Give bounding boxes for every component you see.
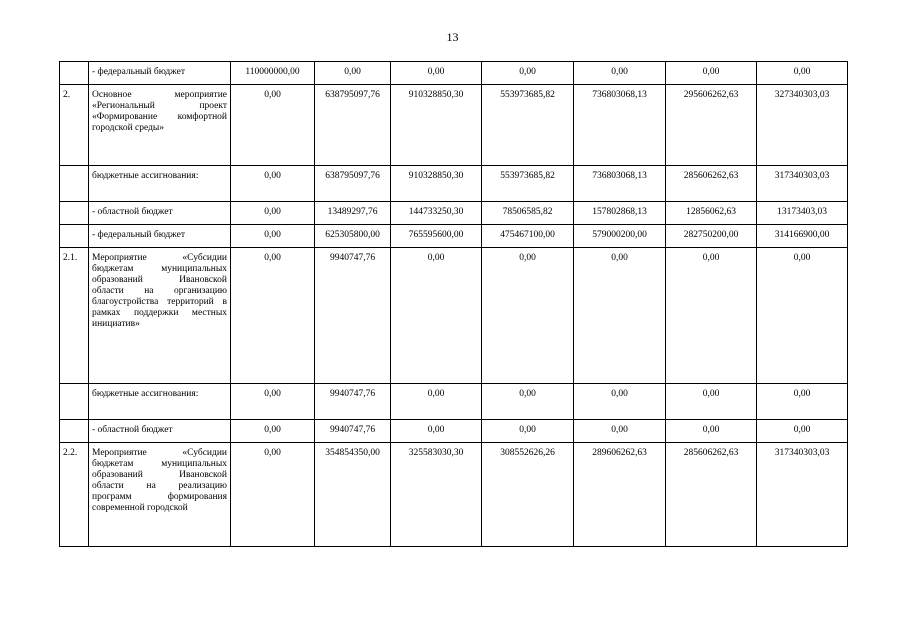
table-row: [60, 85, 848, 166]
value-cell: 0,00: [391, 420, 482, 443]
row-number: [60, 62, 89, 85]
value-cell: 325583030,30: [391, 443, 482, 547]
value-cell: 317340303,03: [757, 443, 848, 547]
value-cell: 553973685,82: [482, 166, 574, 202]
value-cell: 285606262,63: [666, 166, 757, 202]
value-cell: 285606262,63: [666, 443, 757, 547]
value-cell: 282750200,00: [666, 225, 757, 248]
value-cell: 0,00: [231, 85, 315, 166]
value-cell: 13489297,76: [315, 202, 391, 225]
value-cell: 736803068,13: [574, 166, 666, 202]
value-cell: 317340303,03: [757, 166, 848, 202]
table-row: [60, 62, 848, 85]
value-cell: 579000200,00: [574, 225, 666, 248]
row-number: 2.2.: [60, 443, 89, 547]
value-cell: 9940747,76: [315, 248, 391, 384]
value-cell: 0,00: [574, 248, 666, 384]
value-cell: 0,00: [231, 443, 315, 547]
row-number: [60, 166, 89, 202]
row-number: 2.1.: [60, 248, 89, 384]
value-cell: 475467100,00: [482, 225, 574, 248]
value-cell: 0,00: [231, 225, 315, 248]
value-cell: 0,00: [574, 420, 666, 443]
value-cell: 0,00: [391, 62, 482, 85]
value-cell: 0,00: [666, 420, 757, 443]
row-description: Основное мероприятие «Региональный проект «Формирование комфортной городской среды»: [89, 85, 231, 166]
value-cell: 295606262,63: [666, 85, 757, 166]
value-cell: 0,00: [757, 248, 848, 384]
value-cell: 9940747,76: [315, 384, 391, 420]
value-cell: 12856062,63: [666, 202, 757, 225]
value-cell: 9940747,76: [315, 420, 391, 443]
value-cell: 327340303,03: [757, 85, 848, 166]
value-cell: 0,00: [482, 384, 574, 420]
row-number: [60, 225, 89, 248]
page-number: 13: [446, 30, 459, 44]
value-cell: 144733250,30: [391, 202, 482, 225]
budget-table: [59, 61, 848, 547]
row-number: [60, 420, 89, 443]
value-cell: 0,00: [391, 384, 482, 420]
row-description: Мероприятие «Субсидии бюджетам муниципальных образований Ивановской области на реализацию программ формирования современной городской: [89, 443, 231, 547]
value-cell: 910328850,30: [391, 85, 482, 166]
value-cell: 0,00: [574, 62, 666, 85]
value-cell: 314166900,00: [757, 225, 848, 248]
value-cell: 0,00: [231, 202, 315, 225]
value-cell: 110000000,00: [231, 62, 315, 85]
value-cell: 13173403,03: [757, 202, 848, 225]
table-row: [60, 202, 848, 225]
value-cell: 0,00: [482, 248, 574, 384]
value-cell: 0,00: [666, 62, 757, 85]
value-cell: 0,00: [231, 420, 315, 443]
value-cell: 0,00: [231, 384, 315, 420]
value-cell: 0,00: [315, 62, 391, 85]
row-description: бюджетные ассигнования:: [89, 166, 231, 202]
value-cell: 0,00: [231, 248, 315, 384]
row-number: 2.: [60, 85, 89, 166]
table-row: [60, 420, 848, 443]
row-description: - областной бюджет: [89, 420, 231, 443]
row-number: [60, 202, 89, 225]
table-row: [60, 443, 848, 547]
row-description: - федеральный бюджет: [89, 62, 231, 85]
row-number: [60, 384, 89, 420]
value-cell: 910328850,30: [391, 166, 482, 202]
value-cell: 0,00: [574, 384, 666, 420]
value-cell: 78506585,82: [482, 202, 574, 225]
table-row: [60, 384, 848, 420]
value-cell: 0,00: [757, 62, 848, 85]
row-description: - областной бюджет: [89, 202, 231, 225]
table-row: [60, 248, 848, 384]
row-description: бюджетные ассигнования:: [89, 384, 231, 420]
value-cell: 0,00: [391, 248, 482, 384]
value-cell: 0,00: [666, 384, 757, 420]
value-cell: 157802868,13: [574, 202, 666, 225]
value-cell: 0,00: [482, 420, 574, 443]
value-cell: 553973685,82: [482, 85, 574, 166]
value-cell: 638795097,76: [315, 166, 391, 202]
value-cell: 354854350,00: [315, 443, 391, 547]
value-cell: 736803068,13: [574, 85, 666, 166]
value-cell: 625305800,00: [315, 225, 391, 248]
value-cell: 0,00: [482, 62, 574, 85]
value-cell: 0,00: [757, 420, 848, 443]
value-cell: 289606262,63: [574, 443, 666, 547]
table-row: [60, 166, 848, 202]
value-cell: 638795097,76: [315, 85, 391, 166]
value-cell: 0,00: [231, 166, 315, 202]
value-cell: 0,00: [666, 248, 757, 384]
value-cell: 765595600,00: [391, 225, 482, 248]
row-description: - федеральный бюджет: [89, 225, 231, 248]
value-cell: 0,00: [757, 384, 848, 420]
value-cell: 308552626,26: [482, 443, 574, 547]
table-row: [60, 225, 848, 248]
row-description: Мероприятие «Субсидии бюджетам муниципальных образований Ивановской области на организацию благоустройства территорий в рамках поддержки местных инициатив»: [89, 248, 231, 384]
